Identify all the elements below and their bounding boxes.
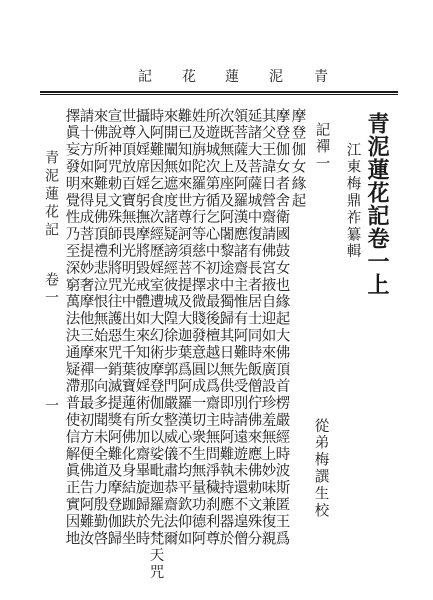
- text-column: 領菩薩及阿羅漢應諸齋主惟有阿難先受別請遠遊未還不遑僧: [231, 108, 248, 548]
- header-char: 蓮: [225, 69, 239, 85]
- running-header: [138, 66, 338, 86]
- compiler-credit: 江東梅鼎祚纂輯: [344, 142, 361, 261]
- header-char: 花: [182, 69, 196, 85]
- section-heading: 記禪一: [313, 122, 330, 173]
- header-char: 記: [138, 69, 152, 85]
- text-column: 姓及旃陀羅方行等慈不擇微賤發意圓成一切衆生無量功德阿: [189, 108, 206, 548]
- header-char: 青: [314, 69, 328, 85]
- text-column: 其父王諱日營齋請佛宮掖自迎如來廣設珍羞無上妙味兼復親: [259, 108, 276, 548]
- text-column: 請十方如來得成菩提妙奢摩他三摩禪那最初方便佛告阿難汝: [77, 108, 94, 548]
- text-column: 摩登伽女者舍衛國鼓女也緣起大佛頂首楞嚴經時波斯匿王爲: [273, 108, 290, 548]
- book-title: 青泥蓮花記卷一上: [364, 112, 390, 296]
- text-column: 次既無上座及阿闍黎途中獨歸其日無供即時阿難執持應器於: [217, 108, 234, 548]
- text-column: 時阿難因乞食次經歷婬室遭大幻術摩登伽女以娑毗迦羅先梵天咒: [147, 108, 164, 582]
- margin-volume: 卷一: [43, 272, 59, 308]
- text-column: 擇眞妄發明覺性乃至深窮萬法決通疑滯普使信解眞正實因地: [63, 108, 80, 548]
- text-column: 攝入婬席婬躬撫摩將毀戒體如來知彼婬術所加齋畢旋歸於時: [133, 108, 150, 548]
- proofreader-credit: 從弟梅譔生校: [312, 418, 329, 520]
- margin-book-title: 青泥蓮花記: [43, 150, 59, 240]
- text-column: 世尊頂放百寶無畏光明光中出生千葉寶蓮有佛化身結跏趺坐: [119, 108, 136, 548]
- text-column: 來佛所阿難見佛頂禮悲泣恨無始來一向多聞未全道力殷勤啓: [91, 108, 108, 548]
- top-rule: [40, 91, 398, 93]
- text-column: 延諸大菩薩城中復有長者居士同時飯僧佇佛來應佛勅文殊分: [245, 108, 262, 548]
- header-char: 泥: [269, 69, 283, 85]
- text-column: 難已知如來世尊訶須菩提及大迦葉爲阿羅漢心不均平欽仰如: [175, 108, 192, 548]
- subsection-heading: 摩登伽女緣起: [289, 108, 306, 210]
- inner-rule: [40, 94, 398, 95]
- margin-page-number: 一: [43, 398, 59, 416]
- text-column: 所遊城次第循乞心中初求最後檀越以爲齋主無問淨穢刹利尊: [203, 108, 220, 548]
- text-column: 來開闡無遮度諸疑謗經彼城隍徐步郭門嚴整威儀肅恭齋法爾: [161, 108, 178, 548]
- text-column: 宣說神咒勅文殊師利將咒往護惡咒銷滅提獎阿難及摩登伽歸: [105, 108, 122, 548]
